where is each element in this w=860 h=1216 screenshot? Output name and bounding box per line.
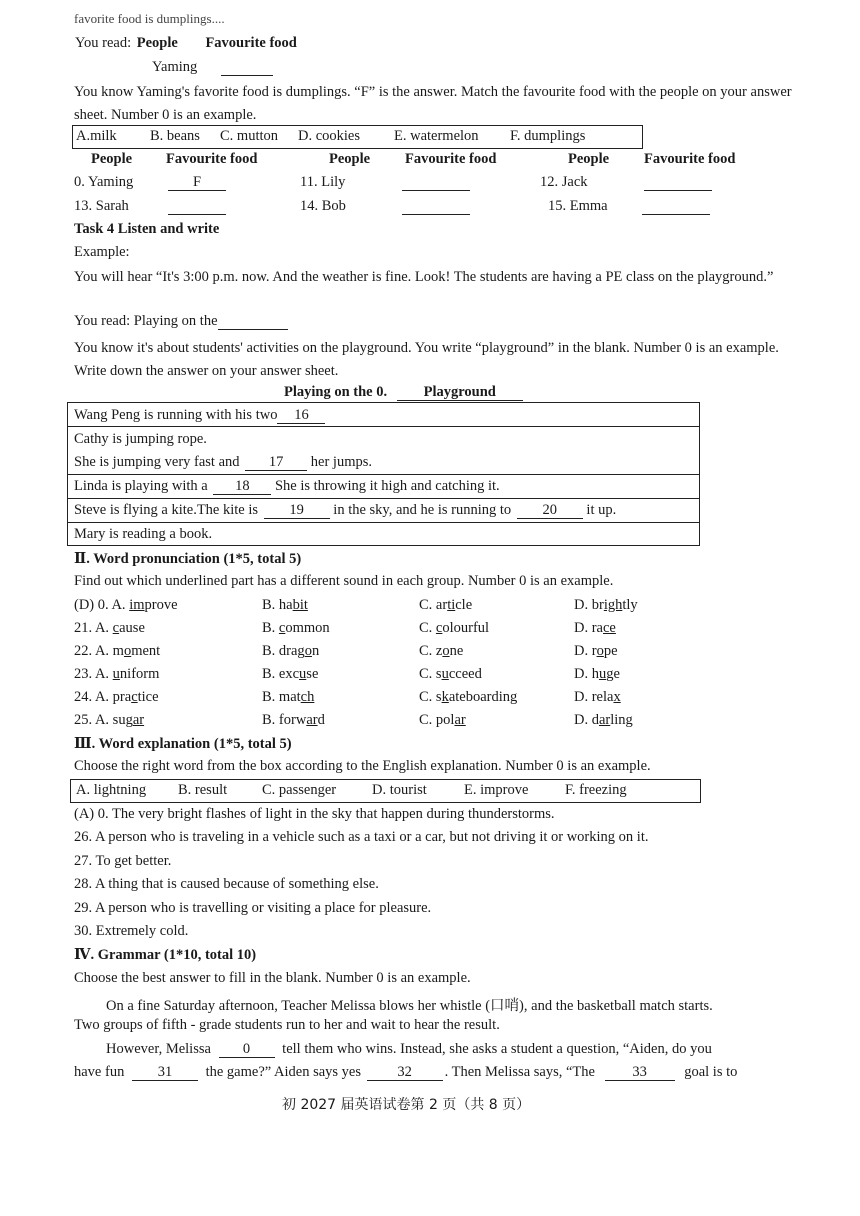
- blank-31[interactable]: 31: [132, 1065, 198, 1081]
- underlined-part: ar: [454, 712, 466, 728]
- match-person: 0. Yaming: [74, 174, 134, 190]
- underlined-part: ch: [300, 689, 315, 705]
- underlined-part: c: [131, 689, 138, 705]
- pronunciation-option: D. darling: [574, 712, 633, 728]
- pronunciation-option: 22. A. moment: [74, 643, 161, 659]
- word-option: E. improve: [464, 782, 529, 798]
- passage-line: However, Melissa 0 tell them who wins. Instead, she asks a student a question, “Aiden, do you: [106, 1041, 712, 1057]
- pronunciation-option: (D) 0. A. improve: [74, 597, 178, 613]
- match-answer-blank[interactable]: [642, 198, 710, 215]
- pronunciation-option: B. common: [262, 620, 330, 636]
- underlined-part: ar: [132, 712, 145, 728]
- match-header: People: [91, 151, 133, 167]
- underlined-part: igh: [603, 597, 623, 613]
- task4-read: You read: Playing on the: [74, 313, 288, 330]
- food-option: B. beans: [150, 128, 200, 144]
- pronunciation-option: B. excuse: [262, 666, 319, 682]
- cut-off-line: favorite food is dumplings....: [74, 11, 225, 26]
- food-option: E. watermelon: [394, 128, 479, 144]
- task4-row: She is jumping very fast and 17 her jumps.: [74, 454, 372, 470]
- task4-example-label: Example:: [74, 244, 130, 260]
- match-answer-blank[interactable]: [168, 198, 226, 215]
- match-answer-blank[interactable]: [644, 174, 712, 191]
- underlined-part: ar: [598, 712, 611, 728]
- example-read-line: You read: People Favourite food: [75, 35, 297, 51]
- pronunciation-option: 21. A. cause: [74, 620, 145, 636]
- underlined-part: ar: [306, 712, 318, 728]
- blank-18[interactable]: 18: [213, 479, 271, 495]
- task4-row: Mary is reading a book.: [74, 526, 213, 542]
- section-instruction: Choose the best answer to fill in the blank. Number 0 is an example.: [74, 970, 471, 986]
- word-option: F. freezing: [565, 782, 627, 798]
- explanation-item: 26. A person who is traveling in a vehicle such as a taxi or a car, but not driving it or working on it.: [74, 829, 649, 845]
- pronunciation-option: 24. A. practice: [74, 689, 159, 705]
- blank-0[interactable]: 0: [219, 1042, 275, 1058]
- pronunciation-option: D. relax: [574, 689, 621, 705]
- match-person: 15. Emma: [548, 198, 608, 214]
- example-name: Yaming: [152, 59, 273, 76]
- food-option: F. dumplings: [510, 128, 586, 144]
- blank-17[interactable]: 17: [245, 455, 307, 471]
- underlined-part: u: [598, 666, 607, 682]
- pronunciation-option: D. huge: [574, 666, 620, 682]
- section-title: Ⅲ. Word explanation (1*5, total 5): [74, 736, 292, 752]
- explanation-item: 28. A thing that is caused because of something else.: [74, 876, 379, 892]
- word-option: D. tourist: [372, 782, 427, 798]
- section-instruction: Choose the right word from the box according to the English explanation. Number 0 is an example.: [74, 758, 651, 774]
- task4-hear: You will hear “It's 3:00 p.m. now. And the weather is fine. Look! The students are having a PE class on the playground.”: [74, 269, 774, 285]
- food-heading: Favourite food: [205, 35, 297, 51]
- food-option: A.milk: [76, 128, 117, 144]
- match-header: Favourite food: [166, 151, 258, 167]
- match-header: Favourite food: [644, 151, 736, 167]
- task4-row: Wang Peng is running with his two 16: [74, 407, 325, 424]
- underlined-part: c: [435, 620, 443, 636]
- passage-line: On a fine Saturday afternoon, Teacher Melissa blows her whistle (口哨), and the basketball match starts.: [106, 998, 713, 1014]
- people-heading: People: [136, 35, 178, 51]
- match-person: 12. Jack: [540, 174, 588, 190]
- word-option: B. result: [178, 782, 228, 798]
- pronunciation-option: D. rope: [574, 643, 618, 659]
- underlined-part: c: [278, 620, 286, 636]
- pronunciation-option: D. brightly: [574, 597, 638, 613]
- pronunciation-option: 25. A. sugar: [74, 712, 145, 728]
- match-answer-blank[interactable]: [402, 174, 470, 191]
- explanation-item: 27. To get better.: [74, 853, 172, 869]
- pronunciation-option: C. article: [419, 597, 473, 613]
- pronunciation-option: 23. A. uniform: [74, 666, 160, 682]
- underlined-part: u: [441, 666, 449, 682]
- word-option: C. passenger: [262, 782, 337, 798]
- pronunciation-option: B. dragon: [262, 643, 320, 659]
- underlined-part: im: [129, 597, 145, 613]
- food-option: D. cookies: [298, 128, 361, 144]
- explanation-item: 30. Extremely cold.: [74, 923, 189, 939]
- pronunciation-option: D. race: [574, 620, 616, 636]
- blank-33[interactable]: 33: [605, 1065, 675, 1081]
- underlined-part: u: [112, 666, 120, 682]
- section-instruction: Find out which underlined part has a different sound in each group. Number 0 is an example.: [74, 573, 614, 589]
- match-answer-blank[interactable]: [402, 198, 470, 215]
- task4-row: Linda is playing with a 18 She is throwing it high and catching it.: [74, 478, 500, 494]
- underlined-part: u: [299, 666, 307, 682]
- page-footer: 初 2027 届英语试卷第 2 页（共 8 页）: [282, 1097, 531, 1113]
- pronunciation-option: C. succeed: [419, 666, 482, 682]
- blank-20[interactable]: 20: [517, 503, 583, 519]
- blank-16[interactable]: 16: [277, 408, 325, 424]
- underlined-part: x: [613, 689, 621, 705]
- underlined-part: bit: [292, 597, 308, 613]
- task4-title: Task 4 Listen and write: [74, 221, 220, 237]
- pronunciation-option: C. polar: [419, 712, 466, 728]
- underlined-part: ce: [603, 620, 616, 636]
- underlined-part: o: [123, 643, 132, 659]
- task4-row: Steve is flying a kite.The kite is 19 in the sky, and he is running to 20 it up.: [74, 502, 617, 518]
- pronunciation-option: C. zone: [419, 643, 464, 659]
- passage-line: Two groups of fifth - grade students run to her and wait to hear the result.: [74, 1017, 500, 1033]
- underlined-part: o: [596, 643, 604, 659]
- underlined-part: c: [112, 620, 120, 636]
- blank-19[interactable]: 19: [264, 503, 330, 519]
- match-header: People: [568, 151, 610, 167]
- pronunciation-option: C. colourful: [419, 620, 490, 636]
- word-option: A. lightning: [76, 782, 147, 798]
- pronunciation-option: B. match: [262, 689, 315, 705]
- match-header: Favourite food: [405, 151, 497, 167]
- explanation-item: (A) 0. The very bright flashes of light in the sky that happen during thunderstorms.: [74, 806, 555, 822]
- task4-box-title: Playing on the 0. Playground: [284, 384, 523, 401]
- underlined-part: o: [304, 643, 312, 659]
- task4-know: You know it's about students' activities on the playground. You write “playground” in the blank. Number 0 is an example. Write down the answer on your answer sheet.: [74, 340, 779, 379]
- pronunciation-option: B. forward: [262, 712, 325, 728]
- match-person: 11. Lily: [300, 174, 346, 190]
- section-title: Ⅱ. Word pronunciation (1*5, total 5): [74, 551, 302, 567]
- underlined-part: ti: [447, 597, 456, 613]
- pronunciation-option: C. skateboarding: [419, 689, 518, 705]
- food-option: C. mutton: [220, 128, 279, 144]
- match-person: 13. Sarah: [74, 198, 129, 214]
- blank-32[interactable]: 32: [367, 1065, 443, 1081]
- section-title: Ⅳ. Grammar (1*10, total 10): [74, 947, 257, 963]
- task4-row: Cathy is jumping rope.: [74, 431, 207, 447]
- match-header: People: [329, 151, 371, 167]
- explanation-item: 29. A person who is travelling or visiting a place for pleasure.: [74, 900, 432, 916]
- underlined-part: o: [442, 643, 450, 659]
- pronunciation-option: B. habit: [262, 597, 308, 613]
- match-person: 14. Bob: [300, 198, 346, 214]
- underlined-part: k: [441, 689, 449, 705]
- example-paragraph: You know Yaming's favorite food is dumplings. “F” is the answer. Match the favourite food with the people on your answer sheet. Number 0 is an example.: [74, 84, 792, 123]
- passage-line: have fun 31 the game?” Aiden says yes 32 . Then Melissa says, “The 33 goal is to: [74, 1064, 738, 1080]
- match-answer-blank[interactable]: F: [168, 174, 226, 191]
